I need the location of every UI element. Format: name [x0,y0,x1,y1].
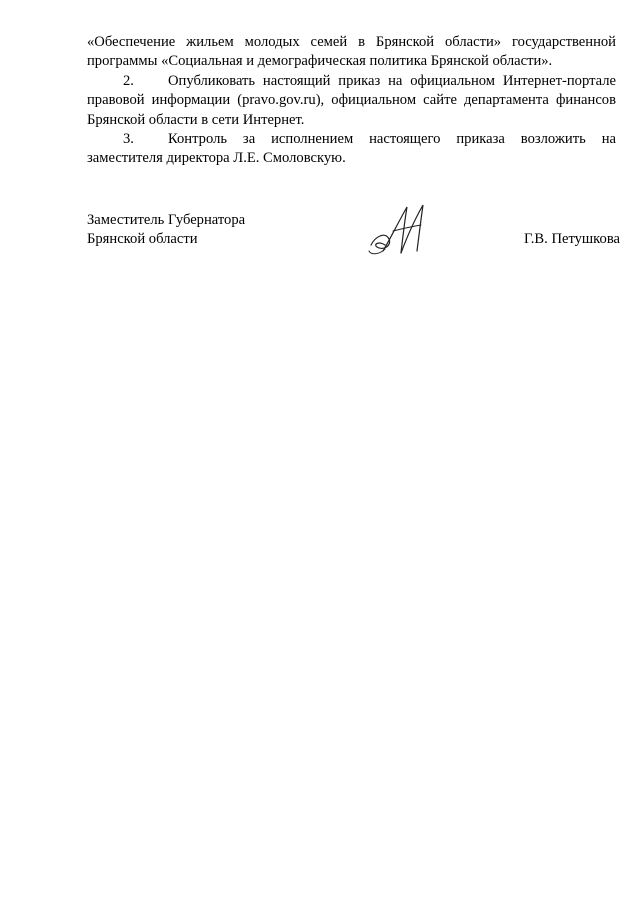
item-text: Контроль за исполнением настоящего приказа возложить на заместителя директора Л.Е. Смоловскую. [87,131,616,167]
item-number: 2. [123,72,134,89]
handwritten-signature [365,201,435,259]
signature-block [87,211,620,271]
signer-name: Г.В. Петушкова [523,231,620,247]
document-body [87,33,616,169]
signer-position [87,211,245,250]
paragraph-item-3 [87,130,616,169]
paragraph-continuation: «Обеспечение жильем молодых семей в Брянской области» государственной программы «Социальная и демографическая политика Брянской области». [87,34,616,70]
item-number: 3. [123,131,134,148]
item-text: Опубликовать настоящий приказ на официальном Интернет-портале правовой информации (pravo.gov.ru), официальном сайте департамента финансов Брянской области в сети Интернет. [87,72,616,128]
paragraph-item-2 [87,72,616,130]
signer-position-line-2: Брянской области [87,231,198,248]
signer-position-line-1: Заместитель Губернатора [87,212,246,228]
